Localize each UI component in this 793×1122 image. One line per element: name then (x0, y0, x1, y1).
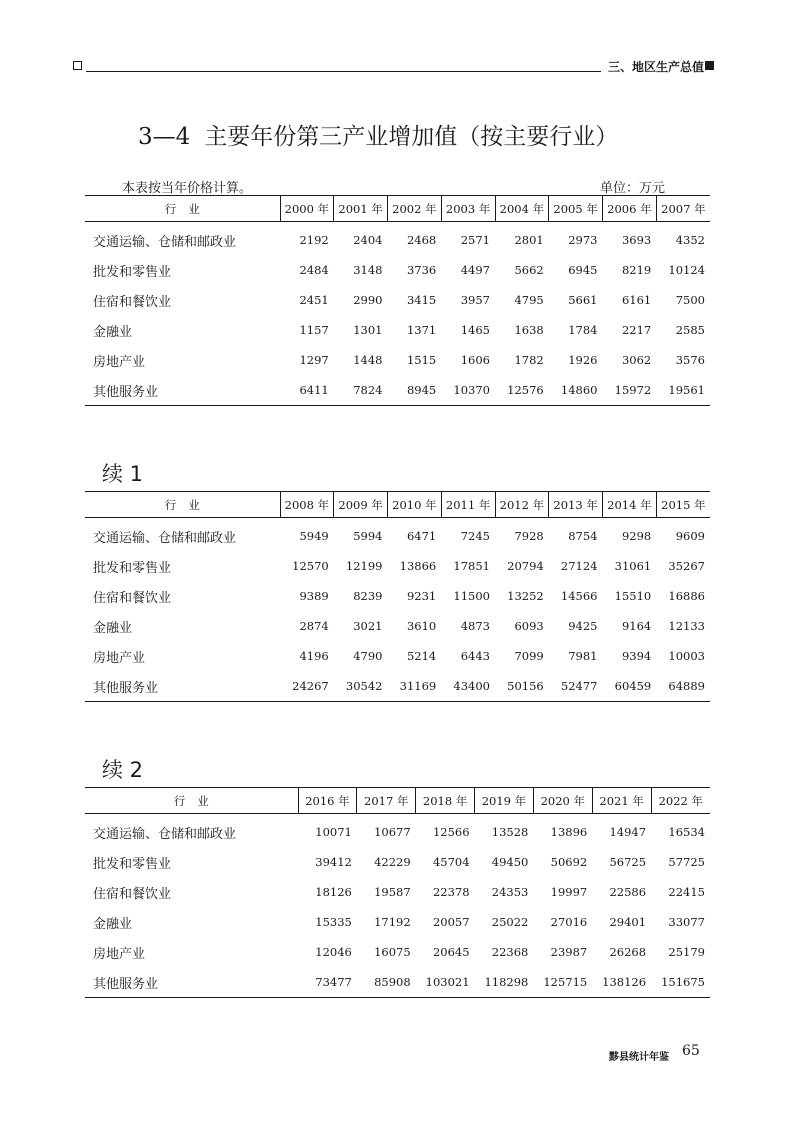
industry-name: 金融业 (93, 324, 133, 340)
value-cell: 45704 (432, 855, 470, 869)
value-cell: 8239 (353, 589, 383, 603)
value-cell: 19997 (550, 885, 588, 899)
value-cell: 7099 (514, 649, 544, 663)
value-cell: 12133 (668, 619, 705, 633)
value-cell: 103021 (416, 967, 475, 998)
value-cell: 4352 (675, 233, 705, 247)
continuation-label-2: 续 2 (102, 758, 144, 782)
year-column-header: 2012 年 (495, 492, 549, 518)
value-cell: 19561 (656, 375, 710, 406)
value-cell: 56725 (609, 855, 647, 869)
value-cell: 25179 (668, 945, 705, 959)
value-cell: 2192 (299, 233, 329, 247)
table-row (85, 671, 710, 702)
value-cell: 4790 (353, 649, 383, 663)
value-cell: 13528 (491, 825, 529, 839)
table-row (85, 967, 710, 998)
year-column-header: 2022 年 (651, 788, 710, 814)
value-cell: 138126 (592, 967, 651, 998)
industry-name: 房地产业 (93, 354, 146, 370)
value-cell: 3610 (406, 619, 437, 633)
year-column-header: 2002 年 (388, 196, 442, 222)
value-cell: 5661 (568, 293, 598, 307)
value-cell: 1371 (406, 323, 437, 337)
value-cell: 7928 (514, 529, 544, 543)
value-cell: 25022 (491, 915, 529, 929)
value-cell: 22378 (432, 885, 470, 899)
value-cell: 43400 (441, 671, 495, 702)
year-column-header: 2006 年 (603, 196, 657, 222)
value-cell: 12046 (315, 945, 352, 959)
value-cell: 2217 (621, 323, 652, 337)
page-number: 65 (682, 1043, 700, 1059)
year-column-header: 2011 年 (441, 492, 495, 518)
value-cell: 5662 (514, 263, 544, 277)
header-square-icon (705, 61, 714, 70)
year-column-header: 2018 年 (416, 788, 475, 814)
value-cell: 8219 (621, 263, 652, 277)
value-cell: 57725 (668, 855, 705, 869)
value-cell: 3693 (621, 233, 652, 247)
table-row (85, 551, 710, 581)
value-cell: 2801 (514, 233, 544, 247)
table-note: 本表按当年价格计算。 (122, 181, 253, 196)
value-cell: 9609 (675, 529, 705, 543)
value-cell: 1515 (406, 353, 437, 367)
table-row (85, 611, 710, 641)
value-cell: 9298 (621, 529, 652, 543)
value-cell: 1465 (460, 323, 490, 337)
table-row (85, 581, 710, 611)
value-cell: 60459 (603, 671, 657, 702)
value-cell: 30542 (334, 671, 388, 702)
value-cell: 64889 (656, 671, 710, 702)
value-cell: 49450 (491, 855, 529, 869)
industry-name: 批发和零售业 (93, 264, 172, 280)
value-cell: 1606 (460, 353, 490, 367)
value-cell: 8945 (388, 375, 442, 406)
value-cell: 16534 (668, 825, 705, 839)
value-cell: 3736 (406, 263, 437, 277)
data-table-2000-2007 (85, 195, 710, 406)
value-cell: 42229 (374, 855, 411, 869)
value-cell: 8754 (568, 529, 598, 543)
value-cell: 1448 (353, 353, 383, 367)
table-row (85, 518, 710, 552)
value-cell: 2404 (353, 233, 383, 247)
value-cell: 16886 (668, 589, 705, 603)
value-cell: 10370 (441, 375, 495, 406)
value-cell: 10003 (668, 649, 705, 663)
value-cell: 1297 (299, 353, 329, 367)
yearbook-name: 黟县统计年鉴 (609, 1052, 669, 1063)
value-cell: 52477 (549, 671, 603, 702)
value-cell: 1784 (568, 323, 598, 337)
industry-name: 住宿和餐饮业 (93, 294, 172, 310)
value-cell: 24267 (280, 671, 334, 702)
value-cell: 15335 (315, 915, 352, 929)
value-cell: 4873 (460, 619, 490, 633)
value-cell: 9164 (621, 619, 652, 633)
value-cell: 10677 (374, 825, 411, 839)
value-cell: 1157 (299, 323, 329, 337)
value-cell: 50692 (550, 855, 588, 869)
value-cell: 4196 (299, 649, 329, 663)
value-cell: 14947 (609, 825, 647, 839)
value-cell: 50156 (495, 671, 549, 702)
value-cell: 6443 (460, 649, 490, 663)
value-cell: 13866 (399, 559, 437, 573)
header-rule (86, 71, 601, 72)
value-cell: 125715 (533, 967, 592, 998)
value-cell: 12570 (292, 559, 329, 573)
value-cell: 3576 (675, 353, 705, 367)
year-column-header: 2010 年 (388, 492, 442, 518)
value-cell: 2973 (568, 233, 598, 247)
year-column-header: 2021 年 (592, 788, 651, 814)
value-cell: 118298 (475, 967, 534, 998)
industry-name: 交通运输、仓储和邮政业 (93, 234, 237, 250)
unit-label: 单位：万元 (600, 181, 666, 196)
header-section-title: 三、地区生产总值 (608, 60, 705, 74)
industry-name: 房地产业 (93, 946, 146, 962)
industry-name: 批发和零售业 (93, 856, 172, 872)
year-column-header: 2004 年 (495, 196, 549, 222)
industry-column-header: 行业 (85, 492, 280, 518)
year-column-header: 2016 年 (298, 788, 357, 814)
value-cell: 1301 (353, 323, 383, 337)
value-cell: 2468 (406, 233, 437, 247)
value-cell: 23987 (550, 945, 588, 959)
value-cell: 17192 (374, 915, 411, 929)
value-cell: 1782 (514, 353, 544, 367)
value-cell: 26268 (609, 945, 647, 959)
value-cell: 4795 (514, 293, 544, 307)
value-cell: 9231 (406, 589, 437, 603)
year-column-header: 2001 年 (334, 196, 388, 222)
value-cell: 2585 (675, 323, 705, 337)
value-cell: 7245 (460, 529, 490, 543)
value-cell: 151675 (651, 967, 710, 998)
value-cell: 19587 (374, 885, 411, 899)
year-column-header: 2015 年 (656, 492, 710, 518)
value-cell: 1638 (514, 323, 544, 337)
value-cell: 17851 (453, 559, 490, 573)
value-cell: 27124 (560, 559, 598, 573)
header-box-icon (73, 61, 82, 70)
value-cell: 3062 (621, 353, 652, 367)
table-row (85, 315, 710, 345)
year-column-header: 2019 年 (475, 788, 534, 814)
value-cell: 20645 (432, 945, 470, 959)
value-cell: 20057 (432, 915, 470, 929)
table-row (85, 285, 710, 315)
value-cell: 35267 (668, 559, 705, 573)
value-cell: 3957 (460, 293, 490, 307)
value-cell: 31061 (614, 559, 652, 573)
value-cell: 11500 (453, 589, 490, 603)
value-cell: 7981 (568, 649, 598, 663)
value-cell: 5214 (406, 649, 437, 663)
year-column-header: 2008 年 (280, 492, 334, 518)
value-cell: 2874 (299, 619, 329, 633)
value-cell: 1926 (568, 353, 598, 367)
value-cell: 9425 (568, 619, 598, 633)
value-cell: 4497 (460, 263, 490, 277)
value-cell: 20794 (507, 559, 544, 573)
value-cell: 29401 (609, 915, 647, 929)
value-cell: 5949 (299, 529, 329, 543)
table-row (85, 222, 710, 256)
value-cell: 27016 (550, 915, 588, 929)
value-cell: 2571 (460, 233, 490, 247)
value-cell: 6161 (621, 293, 652, 307)
value-cell: 16075 (374, 945, 411, 959)
value-cell: 3148 (353, 263, 383, 277)
industry-name: 交通运输、仓储和邮政业 (93, 530, 237, 546)
value-cell: 73477 (298, 967, 357, 998)
value-cell: 6471 (406, 529, 437, 543)
data-table-2008-2015 (85, 491, 710, 702)
value-cell: 13896 (550, 825, 588, 839)
industry-name: 交通运输、仓储和邮政业 (93, 826, 237, 842)
value-cell: 22415 (668, 885, 705, 899)
industry-name: 住宿和餐饮业 (93, 886, 172, 902)
value-cell: 9389 (299, 589, 329, 603)
year-column-header: 2000 年 (280, 196, 334, 222)
value-cell: 6945 (568, 263, 598, 277)
value-cell: 2484 (299, 263, 329, 277)
value-cell: 6411 (280, 375, 334, 406)
value-cell: 3415 (406, 293, 437, 307)
page-title (138, 118, 618, 151)
value-cell: 14860 (549, 375, 603, 406)
value-cell: 9394 (621, 649, 652, 663)
value-cell: 5994 (353, 529, 383, 543)
industry-name: 批发和零售业 (93, 560, 172, 576)
industry-name: 其他服务业 (85, 375, 280, 406)
value-cell: 12199 (345, 559, 383, 573)
value-cell: 14566 (560, 589, 598, 603)
industry-name: 其他服务业 (85, 671, 280, 702)
table-title: 主要年份第三产业增加值（按主要行业） (204, 124, 619, 150)
value-cell: 12566 (432, 825, 470, 839)
value-cell: 7500 (675, 293, 705, 307)
value-cell: 10071 (315, 825, 352, 839)
value-cell: 13252 (507, 589, 544, 603)
table-row (85, 255, 710, 285)
value-cell: 7824 (334, 375, 388, 406)
year-column-header: 2007 年 (656, 196, 710, 222)
value-cell: 3021 (353, 619, 383, 633)
value-cell: 39412 (315, 855, 352, 869)
table-row (85, 907, 710, 937)
value-cell: 10124 (668, 263, 705, 277)
industry-column-header: 行业 (85, 196, 280, 222)
industry-name: 其他服务业 (85, 967, 298, 998)
industry-name: 房地产业 (93, 650, 146, 666)
value-cell: 33077 (668, 915, 705, 929)
industry-name: 金融业 (93, 620, 133, 636)
table-row (85, 847, 710, 877)
value-cell: 24353 (491, 885, 529, 899)
value-cell: 6093 (514, 619, 544, 633)
table-row (85, 814, 710, 848)
value-cell: 22368 (491, 945, 529, 959)
value-cell: 2990 (353, 293, 383, 307)
value-cell: 15510 (614, 589, 652, 603)
year-column-header: 2013 年 (549, 492, 603, 518)
year-column-header: 2014 年 (603, 492, 657, 518)
industry-name: 金融业 (93, 916, 133, 932)
table-row (85, 375, 710, 406)
value-cell: 22586 (609, 885, 647, 899)
industry-name: 住宿和餐饮业 (93, 590, 172, 606)
data-table-2016-2022 (85, 787, 710, 998)
year-column-header: 2009 年 (334, 492, 388, 518)
year-column-header: 2003 年 (441, 196, 495, 222)
table-row (85, 937, 710, 967)
table-row (85, 877, 710, 907)
continuation-label-1: 续 1 (102, 462, 144, 486)
value-cell: 31169 (388, 671, 442, 702)
value-cell: 85908 (357, 967, 416, 998)
value-cell: 15972 (603, 375, 657, 406)
value-cell: 2451 (299, 293, 329, 307)
year-column-header: 2005 年 (549, 196, 603, 222)
table-row (85, 345, 710, 375)
table-row (85, 641, 710, 671)
year-column-header: 2017 年 (357, 788, 416, 814)
value-cell: 12576 (495, 375, 549, 406)
table-number: 3—4 (138, 124, 191, 150)
value-cell: 18126 (315, 885, 352, 899)
year-column-header: 2020 年 (533, 788, 592, 814)
industry-column-header: 行业 (85, 788, 298, 814)
